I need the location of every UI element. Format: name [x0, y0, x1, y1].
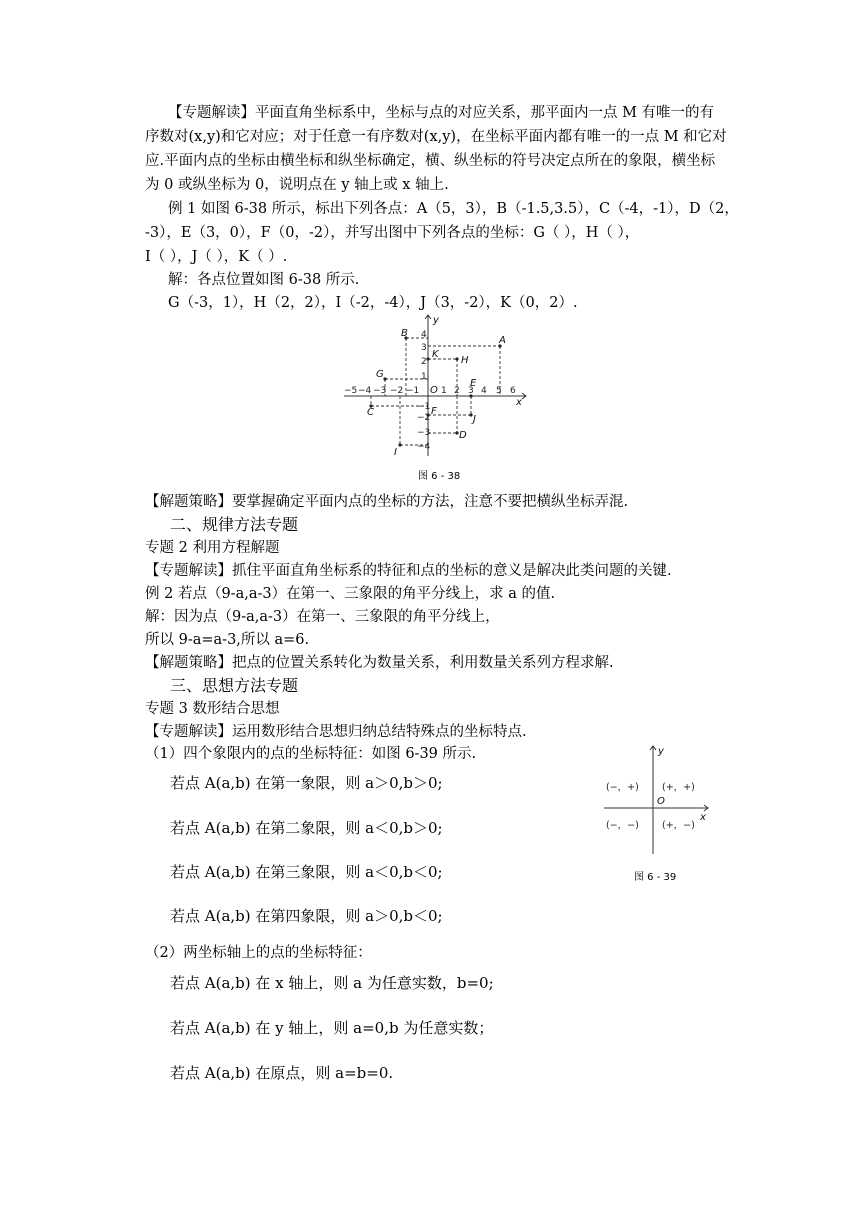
x-axis-label: x: [700, 812, 706, 823]
rule-origin: 若点 A(a,b) 在原点，则 a=b=0.: [170, 1064, 394, 1082]
item-1-heading: （1）四个象限内的点的坐标特征：如图 6-39 所示.: [145, 746, 477, 762]
rule-quadrant-1: 若点 A(a,b) 在第一象限，则 a＞0,b＞0;: [170, 774, 443, 792]
figure-caption: 图 6 - 39: [634, 872, 677, 883]
point-label-f: F: [431, 406, 437, 417]
point-label-j: J: [473, 414, 476, 425]
quadrant-sign-graphic: [600, 742, 715, 884]
origin-label: O: [430, 385, 438, 396]
point-label-i: I: [394, 447, 397, 458]
x-tick-label: 4: [481, 386, 487, 396]
item-2-heading: （2）两坐标轴上的点的坐标特征：: [145, 945, 372, 961]
quadrant-2-signs: (−，+): [606, 782, 639, 793]
example-1-line-3: I（ ），J（ ），K（ ）.: [145, 249, 288, 265]
y-tick-label: −1: [417, 402, 431, 412]
x-tick-label: 3: [468, 386, 474, 396]
example-1-line-1: 例 1 如图 6-38 所示，标出下列各点：A（5，3），B（-1.5,3.5），C（-4，-1），D（2，: [168, 201, 739, 217]
section-3-heading: 三、思想方法专题: [170, 676, 299, 695]
example-1-line-2: -3），E（3，0），F（0，-2），并写出图中下列各点的坐标：G（ ），H（ ），: [145, 225, 640, 241]
quadrant-3-signs: (−，−): [606, 820, 639, 831]
point-label-g: G: [376, 369, 384, 380]
figure-caption: 图 6 - 38: [418, 471, 461, 482]
rule-y-axis: 若点 A(a,b) 在 y 轴上，则 a=0,b 为任意实数；: [170, 1019, 494, 1037]
y-tick-label: −4: [417, 442, 431, 452]
rule-quadrant-2: 若点 A(a,b) 在第二象限，则 a＜0,b＞0;: [170, 819, 443, 837]
figure-6-38: [340, 313, 530, 483]
point-label-e: E: [470, 378, 477, 389]
y-axis-label: y: [433, 315, 439, 326]
x-axis-label: x: [516, 397, 522, 408]
y-tick-label: −2: [417, 413, 431, 423]
solution-2-line-1: 解：因为点（9-a,a-3）在第一、三象限的角平分线上，: [145, 609, 500, 625]
x-tick-label: 5: [496, 386, 502, 396]
x-tick-label: −3: [373, 386, 387, 396]
example-2: 例 2 若点（9-a,a-3）在第一、三象限的角平分线上，求 a 的值.: [145, 586, 556, 602]
rule-quadrant-3: 若点 A(a,b) 在第三象限，则 a＜0,b＜0;: [170, 863, 443, 881]
x-tick-label: −1: [406, 386, 420, 396]
solution-2-line-2: 所以 9-a=a-3,所以 a=6.: [145, 632, 310, 648]
y-tick-label: 3: [421, 343, 427, 353]
coordinate-grid-graphic: [340, 313, 530, 483]
rule-x-axis: 若点 A(a,b) 在 x 轴上，则 a 为任意实数，b=0;: [170, 974, 494, 992]
point-label-a: A: [499, 335, 506, 346]
y-tick-label: −3: [417, 428, 431, 438]
topic-intro-line-4: 为 0 或纵坐标为 0，说明点在 y 轴上或 x 轴上.: [145, 177, 449, 193]
point-label-c: C: [367, 407, 374, 418]
topic-3-title: 专题 3 数形结合思想: [145, 701, 280, 717]
x-tick-label: −4: [358, 386, 372, 396]
point-label-b: B: [401, 328, 408, 339]
figure-6-39: [600, 742, 715, 884]
strategy-1: 【解题策略】要掌握确定平面内点的坐标的方法，注意不要把横纵坐标弄混.: [145, 494, 629, 510]
y-tick-label: 4: [421, 330, 427, 340]
topic-intro-line-1: 【专题解读】平面直角坐标系中，坐标与点的对应关系，那平面内一点 M 有唯一的有: [168, 105, 715, 121]
point-label-d: D: [459, 430, 467, 441]
rule-quadrant-4: 若点 A(a,b) 在第四象限，则 a＞0,b＜0;: [170, 907, 443, 925]
topic-intro-line-3: 应.平面内点的坐标由横坐标和纵坐标确定，横、纵坐标的符号决定点所在的象限，横坐标: [145, 153, 716, 169]
answer-1: G（-3，1），H（2，2），I（-2，-4），J（3，-2），K（0，2）.: [168, 295, 578, 311]
topic-2-title: 专题 2 利用方程解题: [145, 540, 280, 556]
x-tick-label: −5: [344, 386, 358, 396]
origin-label: O: [657, 796, 665, 807]
y-axis-label: y: [658, 746, 664, 757]
x-tick-label: 2: [454, 386, 460, 396]
y-tick-label: 1: [421, 372, 427, 382]
quadrant-1-signs: (+，+): [662, 782, 695, 793]
strategy-2: 【解题策略】把点的位置关系转化为数量关系，利用数量关系列方程求解.: [145, 655, 614, 671]
y-tick-label: 2: [421, 357, 427, 367]
topic-3-intro: 【专题解读】运用数形结合思想归纳总结特殊点的坐标特点.: [145, 724, 527, 740]
point-label-h: H: [461, 355, 469, 366]
topic-2-intro: 【专题解读】抓住平面直角坐标系的特征和点的坐标的意义是解决此类问题的关键.: [145, 563, 672, 579]
quadrant-4-signs: (+，−): [662, 820, 695, 831]
topic-intro-line-2: 序数对(x,y)和它对应；对于任意一有序数对(x,y)，在坐标平面内都有唯一的一点 M 和它对: [145, 129, 727, 145]
point-label-k: K: [432, 349, 439, 360]
solution-1: 解：各点位置如图 6-38 所示.: [168, 272, 360, 288]
x-tick-label: −2: [390, 386, 404, 396]
section-2-heading: 二、规律方法专题: [170, 515, 299, 534]
x-tick-label: 6: [510, 386, 516, 396]
x-tick-label: 1: [441, 386, 447, 396]
